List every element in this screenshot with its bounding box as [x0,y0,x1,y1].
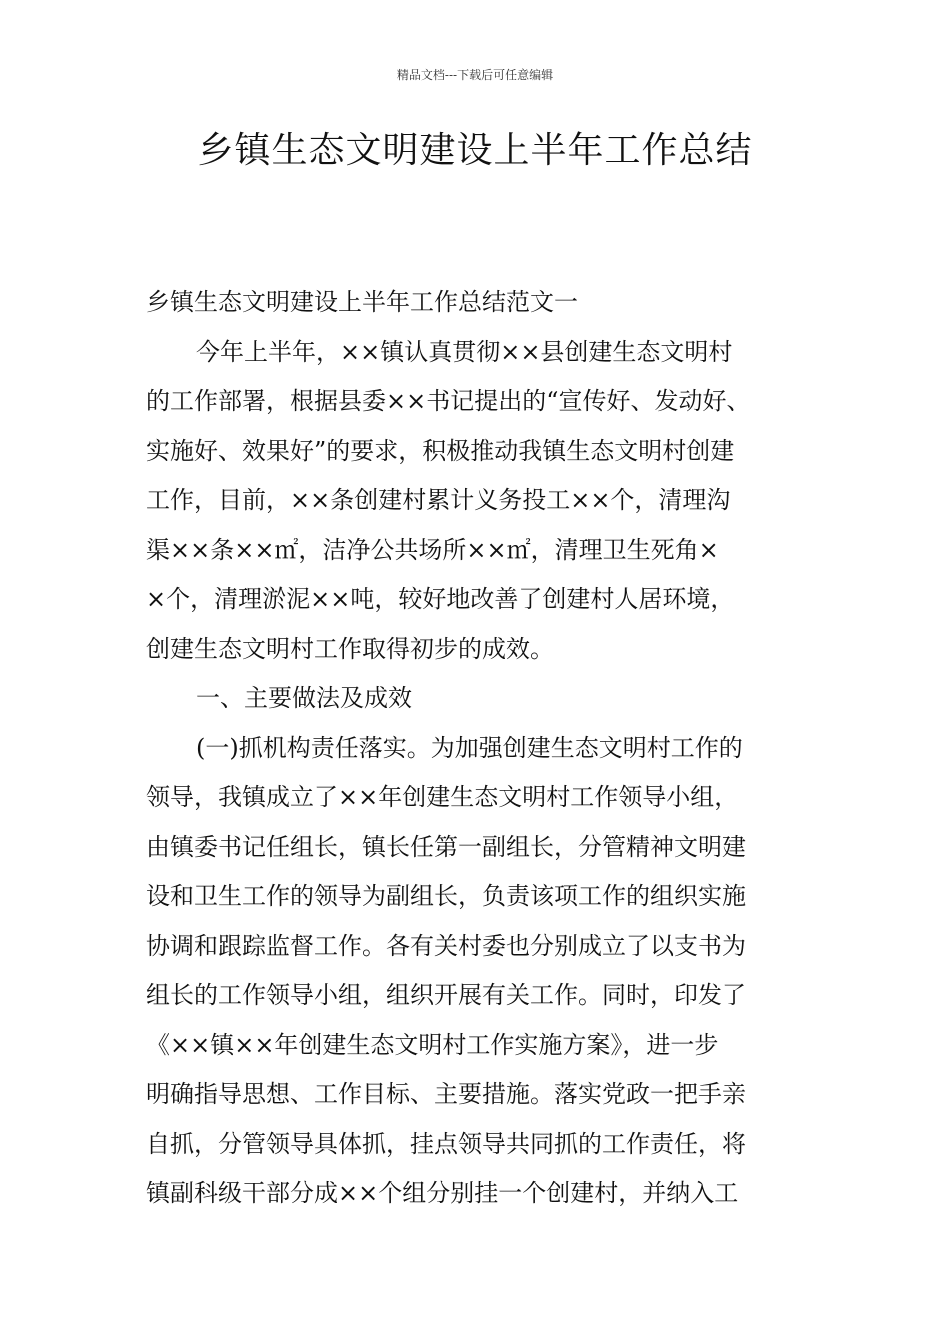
paragraph-line: 渠××条××㎡，洁净公共场所××㎡，清理卫生死角× [146,535,719,564]
paragraph-line: (一)抓机构责任落实。为加强创建生态文明村工作的 [196,733,743,762]
paragraph-line: 今年上半年，××镇认真贯彻××县创建生态文明村 [196,337,733,366]
paragraph-line: 由镇委书记任组长，镇长任第一副组长，分管精神文明建 [146,832,746,861]
paragraph-line: 实施好、效果好”的要求，积极推动我镇生态文明村创建 [146,436,735,465]
paragraph-line: 自抓，分管领导具体抓，挂点领导共同抓的工作责任，将 [146,1129,746,1158]
paragraph-line: 创建生态文明村工作取得初步的成效。 [146,634,554,663]
paragraph-line: 组长的工作领导小组，组织开展有关工作。同时，印发了 [146,981,746,1009]
header-note: 精品文档---下载后可任意编辑 [396,68,554,82]
paragraph-line: 的工作部署，根据县委××书记提出的“宣传好、发动好、 [146,387,751,415]
paragraph-line: 协调和跟踪监督工作。各有关村委也分别成立了以支书为 [146,931,746,960]
document-body [146,278,811,1219]
paragraph-line: 设和卫生工作的领导为副组长，负责该项工作的组织实施 [146,882,746,910]
paragraph-line: 领导，我镇成立了××年创建生态文明村工作领导小组， [146,783,739,811]
paragraph-line: 工作，目前，××条创建村累计义务投工××个，清理沟 [146,486,731,514]
section-heading: 一、主要做法及成效 [196,684,412,712]
paragraph-line: 镇副科级干部分成××个组分别挂一个创建村，并纳入工 [146,1179,739,1207]
paragraph-line: ×个，清理淤泥××吨，较好地改善了创建村人居环境， [146,585,735,613]
document-title: 乡镇生态文明建设上半年工作总结 [197,130,753,171]
subtitle-line: 乡镇生态文明建设上半年工作总结范文一 [146,288,578,316]
paragraph-line: 明确指导思想、工作目标、主要措施。落实党政一把手亲 [146,1080,746,1108]
paragraph-line: 《××镇××年创建生态文明村工作实施方案》，进一步 [146,1030,719,1059]
